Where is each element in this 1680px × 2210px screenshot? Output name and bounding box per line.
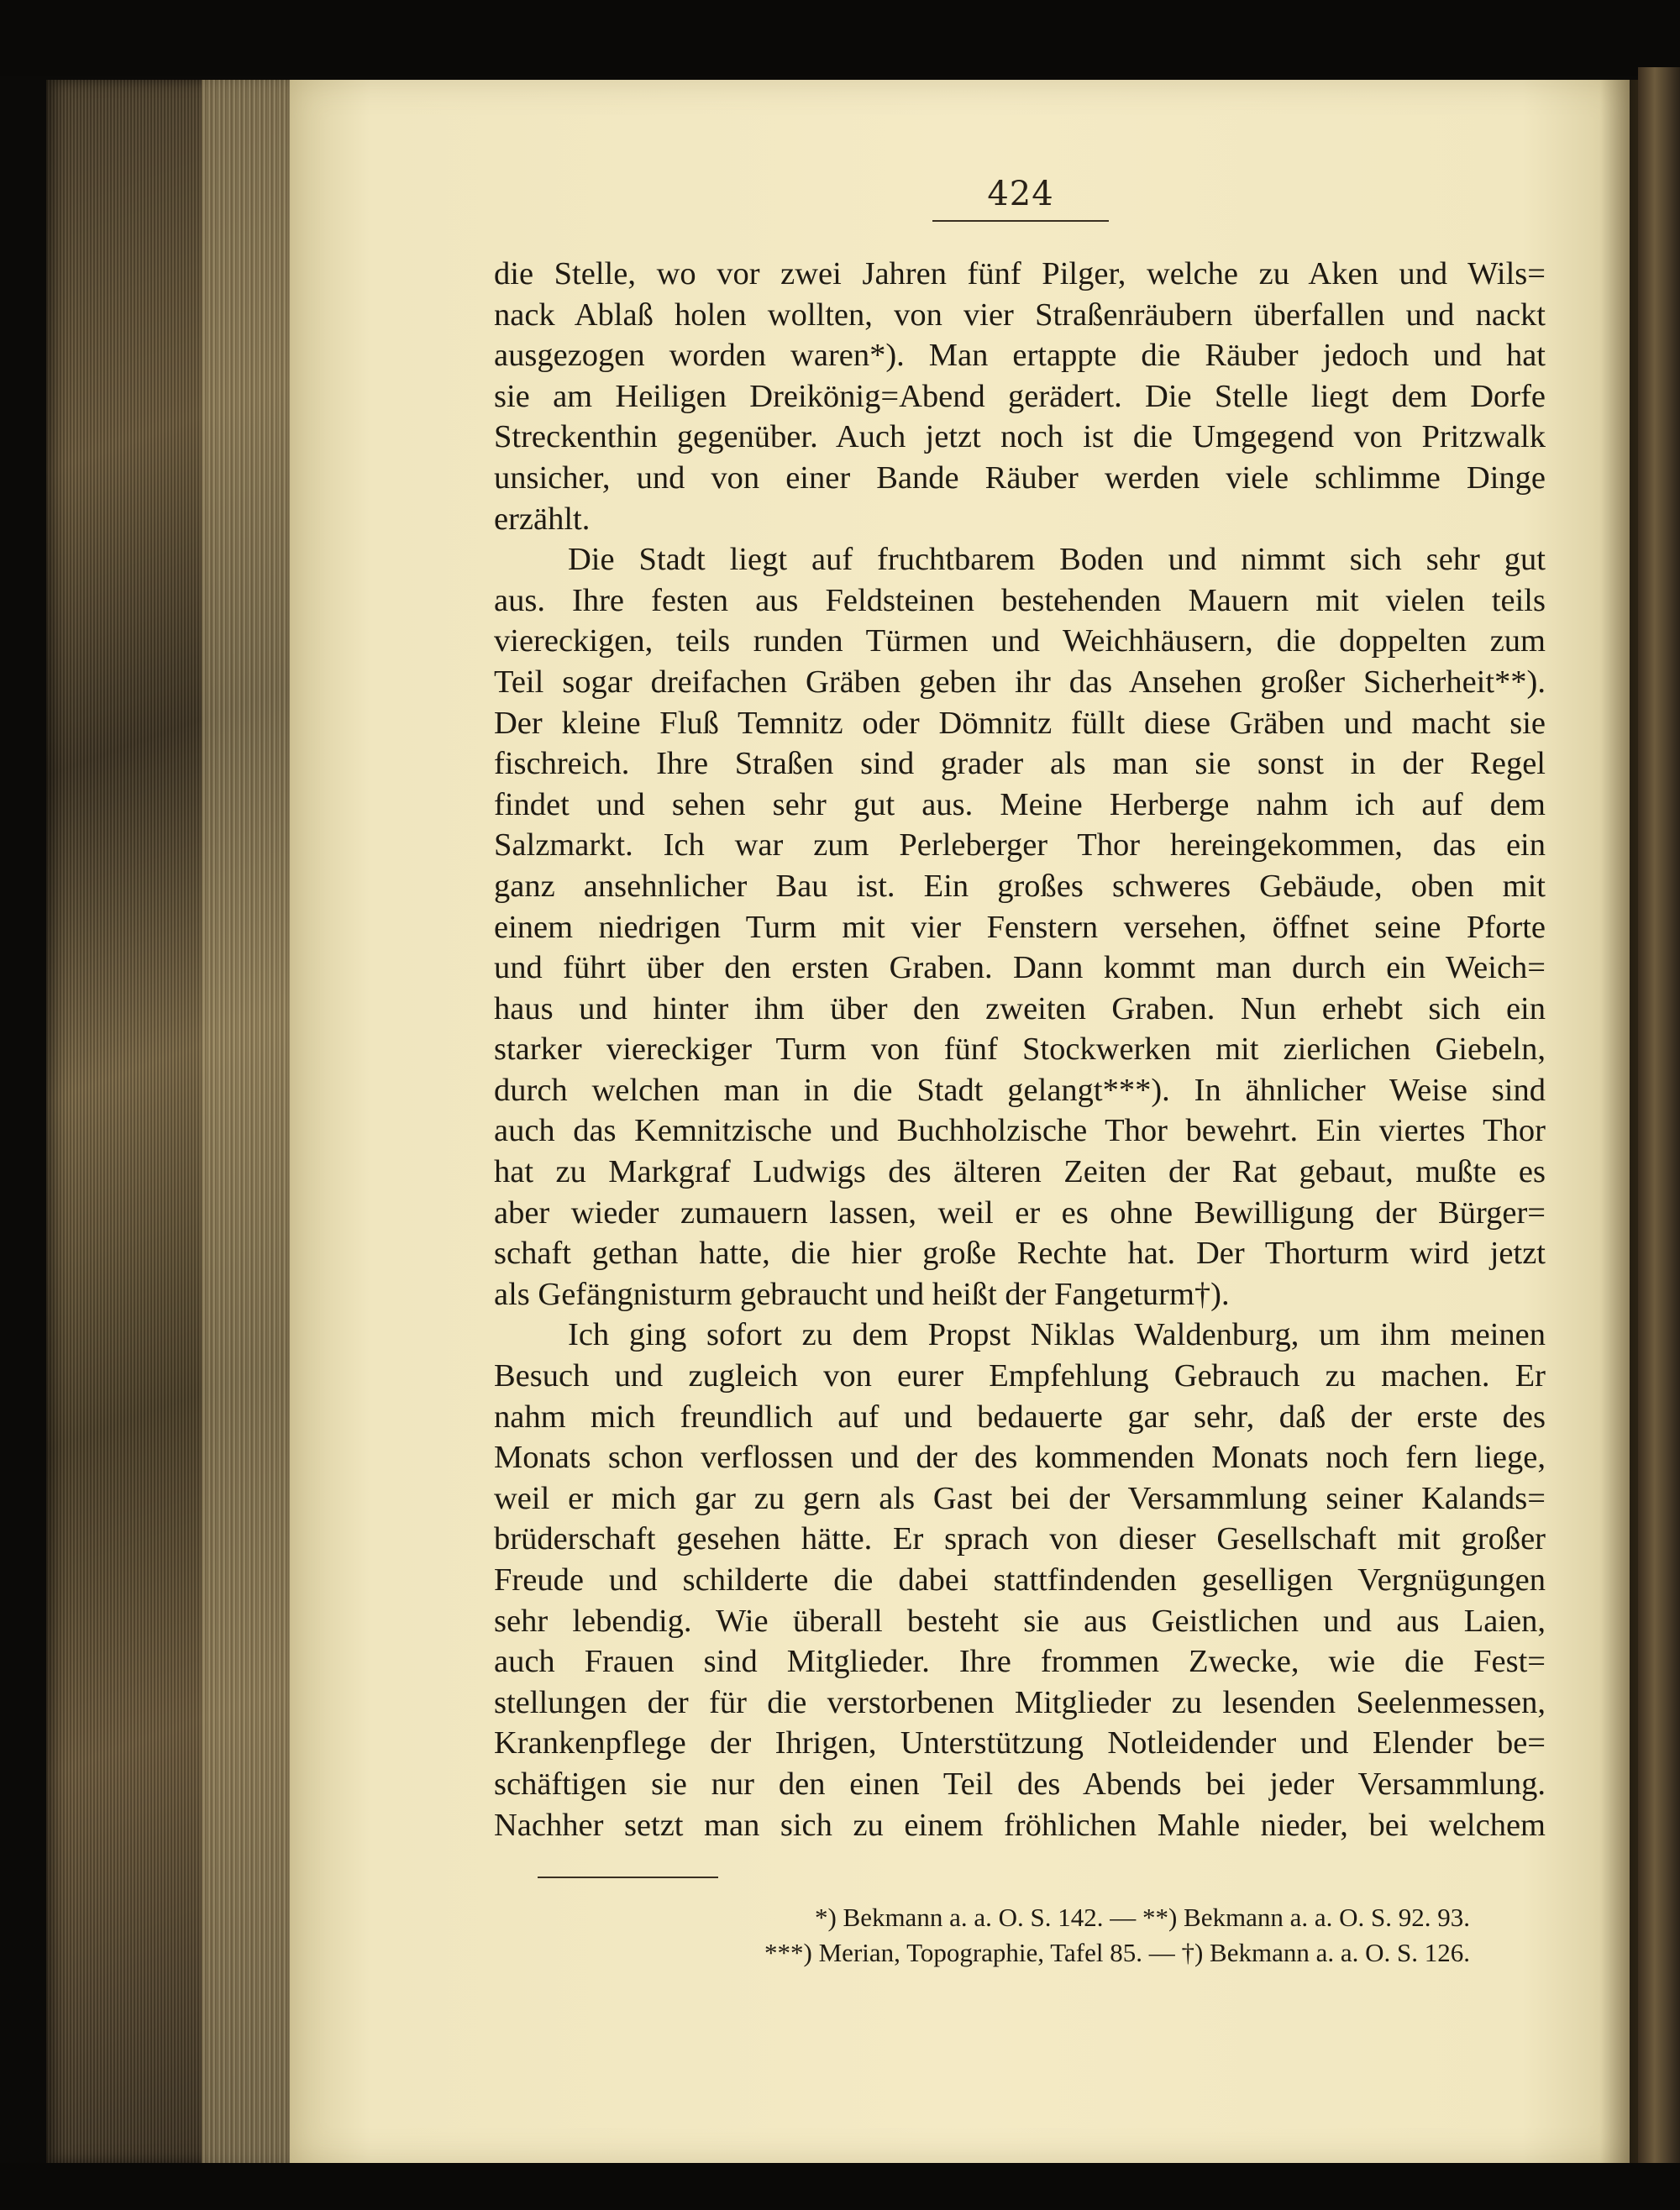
text-line: Monats schon verflossen und der des kommenden Monats noch fern liege, [494, 1440, 1546, 1476]
text-line: ausgezogen worden waren*). Man ertappte die Räuber jedoch und hat [494, 338, 1546, 374]
text-line: schäftigen sie nur den einen Teil des Abends bei jeder Versammlung. [494, 1766, 1546, 1802]
text-line: und führt über den ersten Graben. Dann kommt man durch ein Weich= [494, 950, 1546, 986]
text-line: schaft gethan hatte, die hier große Rechte hat. Der Thorturm wird jetzt [494, 1236, 1546, 1272]
text-line: nack Ablaß holen wollten, von vier Straßenräubern überfallen und nackt [494, 297, 1546, 333]
text-line: Der kleine Fluß Temnitz oder Dömnitz füllt diese Gräben und macht sie [494, 705, 1546, 741]
text-line: durch welchen man in die Stadt gelangt***). In ähnlicher Weise sind [494, 1072, 1546, 1108]
page-gutter-shadow [1600, 80, 1638, 2163]
text-line: nahm mich freundlich auf und bedauerte gar sehr, daß der erste des [494, 1399, 1546, 1435]
text-line: viereckigen, teils runden Türmen und Weichhäusern, die doppelten zum [494, 623, 1546, 659]
text-line: auch das Kemnitzische und Buchholzische Thor bewehrt. Ein viertes Thor [494, 1113, 1546, 1149]
text-line: auch Frauen sind Mitglieder. Ihre frommen Zwecke, wie die Fest= [494, 1644, 1546, 1680]
book-page-edges [202, 80, 294, 2163]
text-line: findet und sehen sehr gut aus. Meine Herberge nahm ich auf dem [494, 786, 1546, 822]
text-line: aus. Ihre festen aus Feldsteinen bestehenden Mauern mit vielen teils [494, 582, 1546, 618]
text-line: einem niedrigen Turm mit vier Fenstern versehen, öffnet seine Pforte [494, 909, 1546, 945]
text-line: weil er mich gar zu gern als Gast bei der Versammlung seiner Kalands= [494, 1480, 1546, 1516]
footnote-line: ***) Merian, Topographie, Tafel 85. — †) Bekmann a. a. O. S. 126. [764, 1938, 1470, 1967]
footnote-line: *) Bekmann a. a. O. S. 142. — **) Bekmann a. a. O. S. 92. 93. [814, 1903, 1470, 1932]
text-line: Nachher setzt man sich zu einem fröhlichen Mahle nieder, bei welchem [494, 1807, 1546, 1843]
text-line: Salzmarkt. Ich war zum Perleberger Thor hereingekommen, das ein [494, 827, 1546, 864]
text-line: sehr lebendig. Wie überall besteht sie aus Geistlichen und aus Laien, [494, 1603, 1546, 1639]
text-line: unsicher, und von einer Bande Räuber werden viele schlimme Dinge [494, 459, 1546, 496]
text-line: Freude und schilderte die dabei stattfindenden geselligen Vergnügungen [494, 1562, 1546, 1598]
text-line: Besuch und zugleich von eurer Empfehlung Gebrauch zu machen. Er [494, 1358, 1546, 1394]
text-line: starker viereckiger Turm von fünf Stockwerken mit zierlichen Giebeln, [494, 1032, 1546, 1068]
text-line: Teil sogar dreifachen Gräben geben ihr das Ansehen großer Sicherheit**). [494, 664, 1546, 700]
text-line: ganz ansehnlicher Bau ist. Ein großes schweres Gebäude, oben mit [494, 868, 1546, 904]
dark-background-top [0, 0, 1680, 76]
text-line: brüderschaft gesehen hätte. Er sprach von dieser Gesellschaft mit großer [494, 1521, 1546, 1557]
opposite-page-edge [1638, 67, 1680, 2176]
page-number-rule [932, 220, 1109, 222]
text-line: Die Stadt liegt auf fruchtbarem Boden und nimmt sich sehr gut [568, 542, 1546, 578]
text-line: als Gefängnisturm gebraucht und heißt der Fangeturm†). [494, 1276, 1230, 1312]
text-line: erzählt. [494, 501, 591, 537]
dark-background-bottom [0, 2163, 1680, 2210]
text-line: haus und hinter ihm über den zweiten Graben. Nun erhebt sich ein [494, 990, 1546, 1026]
footnotes [538, 1900, 1470, 1971]
text-line: stellungen der für die verstorbenen Mitglieder zu lesenden Seelenmessen, [494, 1684, 1546, 1720]
footnote-rule [538, 1877, 718, 1878]
text-line: Streckenthin gegenüber. Auch jetzt noch ist die Umgegend von Pritzwalk [494, 419, 1546, 455]
text-line: aber wieder zumauern lassen, weil er es ohne Bewilligung der Bürger= [494, 1194, 1546, 1231]
text-line: sie am Heiligen Dreikönig=Abend gerädert. Die Stelle liegt dem Dorfe [494, 378, 1546, 414]
text-line: Krankenpflege der Ihrigen, Unterstützung Notleidender und Elender be= [494, 1725, 1546, 1761]
body-text [494, 254, 1546, 1845]
text-line: hat zu Markgraf Ludwigs des älteren Zeiten der Rat gebaut, mußte es [494, 1154, 1546, 1190]
text-line: die Stelle, wo vor zwei Jahren fünf Pilger, welche zu Aken und Wils= [494, 256, 1546, 291]
text-line: fischreich. Ihre Straßen sind grader als man sie sonst in der Regel [494, 746, 1546, 782]
text-line: Ich ging sofort zu dem Propst Niklas Waldenburg, um ihm meinen [568, 1317, 1546, 1353]
page-number: 424 [987, 175, 1054, 213]
